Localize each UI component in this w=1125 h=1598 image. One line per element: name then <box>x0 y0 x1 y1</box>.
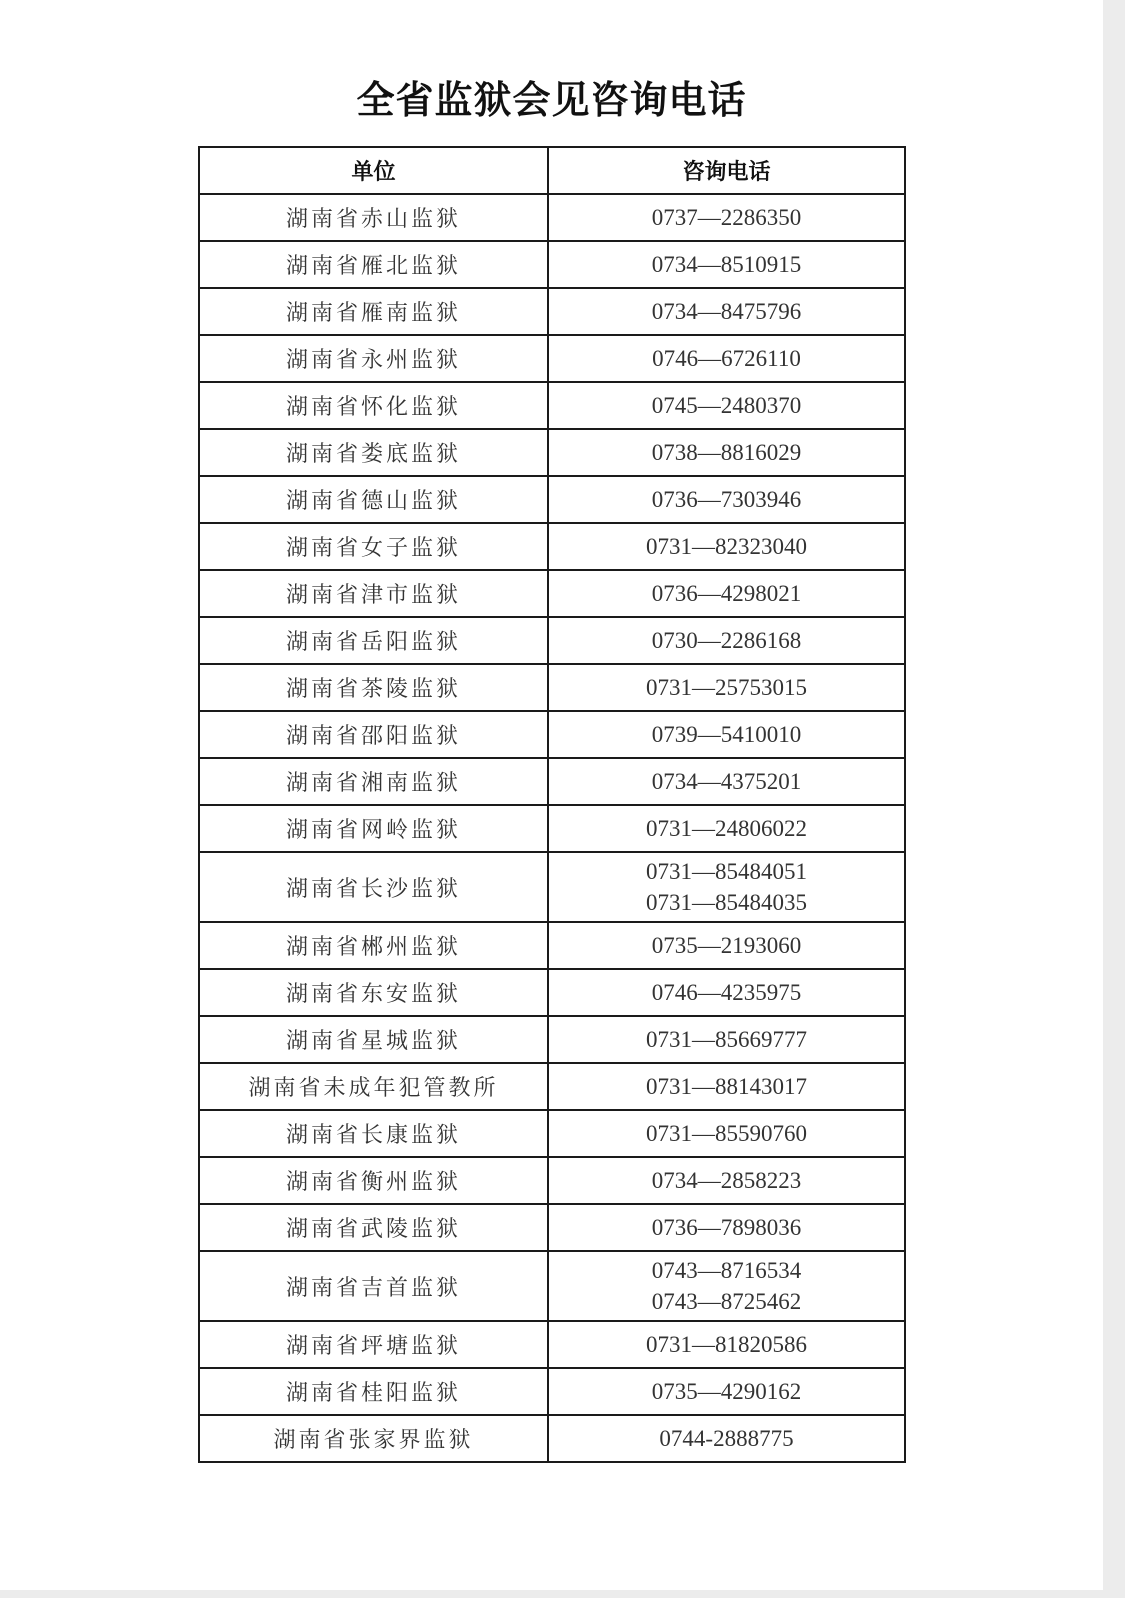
phone-cell <box>548 1157 905 1204</box>
unit-cell: 湖南省德山监狱 <box>199 476 548 523</box>
phone-number: 0735—4290162 <box>651 1379 802 1404</box>
table-row <box>199 1415 905 1462</box>
unit-cell: 湖南省长康监狱 <box>199 1110 548 1157</box>
phone-number: 0731—24806022 <box>646 816 807 841</box>
document-title: 全省监狱会见咨询电话 <box>356 78 747 122</box>
table-row <box>199 1204 905 1251</box>
phone-number: 0736—4298021 <box>651 581 802 606</box>
unit-cell: 湖南省吉首监狱 <box>199 1251 548 1321</box>
unit-cell: 湖南省娄底监狱 <box>199 429 548 476</box>
phone-number: 0734—8475796 <box>651 299 802 324</box>
phone-number: 0736—7303946 <box>651 487 802 512</box>
table-row <box>199 969 905 1016</box>
unit-cell: 湖南省雁北监狱 <box>199 241 548 288</box>
phone-number: 0731—81820586 <box>646 1332 807 1357</box>
table-row <box>199 288 905 335</box>
phone-number: 0737—2286350 <box>651 205 802 230</box>
table-row <box>199 852 905 922</box>
table-row <box>199 382 905 429</box>
table-row <box>199 241 905 288</box>
unit-cell: 湖南省雁南监狱 <box>199 288 548 335</box>
table-row <box>199 194 905 241</box>
header-phone: 咨询电话 <box>548 147 905 194</box>
phone-number: 0731—85484035 <box>646 890 807 915</box>
phone-number: 0746—6726110 <box>652 346 801 371</box>
phone-cell <box>548 852 905 922</box>
phone-cell <box>548 1415 905 1462</box>
phone-cell <box>548 1110 905 1157</box>
unit-cell: 湖南省茶陵监狱 <box>199 664 548 711</box>
phone-number: 0731—85590760 <box>646 1121 807 1146</box>
table-row <box>199 476 905 523</box>
unit-cell: 湖南省湘南监狱 <box>199 758 548 805</box>
phone-number: 0734—2858223 <box>651 1168 802 1193</box>
unit-cell: 湖南省星城监狱 <box>199 1016 548 1063</box>
phone-number: 0734—4375201 <box>651 769 802 794</box>
table-row <box>199 1110 905 1157</box>
phone-number: 0746—4235975 <box>651 980 802 1005</box>
phone-cell <box>548 711 905 758</box>
table-row <box>199 805 905 852</box>
phone-number: 0734—8510915 <box>651 252 802 277</box>
phone-cell <box>548 1204 905 1251</box>
phone-number: 0736—7898036 <box>651 1215 802 1240</box>
phone-cell <box>548 335 905 382</box>
phone-number: 0739—5410010 <box>651 722 802 747</box>
phone-number: 0731—88143017 <box>646 1074 807 1099</box>
phone-number: 0745—2480370 <box>651 393 802 418</box>
phone-cell <box>548 922 905 969</box>
phone-cell <box>548 664 905 711</box>
phone-cell <box>548 523 905 570</box>
unit-cell: 湖南省怀化监狱 <box>199 382 548 429</box>
unit-cell: 湖南省邵阳监狱 <box>199 711 548 758</box>
unit-cell: 湖南省永州监狱 <box>199 335 548 382</box>
phone-cell <box>548 805 905 852</box>
table-row <box>199 1321 905 1368</box>
table-body <box>199 194 905 1462</box>
table-row <box>199 335 905 382</box>
unit-cell: 湖南省网岭监狱 <box>199 805 548 852</box>
phone-cell <box>548 1251 905 1321</box>
phone-number: 0735—2193060 <box>651 933 802 958</box>
phone-number: 0731—85669777 <box>646 1027 807 1052</box>
unit-cell: 湖南省女子监狱 <box>199 523 548 570</box>
unit-cell: 湖南省桂阳监狱 <box>199 1368 548 1415</box>
phone-number: 0730—2286168 <box>651 628 802 653</box>
phone-number: 0743—8725462 <box>651 1289 802 1314</box>
phone-number: 0738—8816029 <box>651 440 802 465</box>
phone-cell <box>548 288 905 335</box>
phone-cell <box>548 570 905 617</box>
header-unit: 单位 <box>199 147 548 194</box>
phone-cell <box>548 1368 905 1415</box>
phone-cell <box>548 429 905 476</box>
table-row <box>199 758 905 805</box>
unit-cell: 湖南省长沙监狱 <box>199 852 548 922</box>
unit-cell: 湖南省坪塘监狱 <box>199 1321 548 1368</box>
table-row <box>199 429 905 476</box>
unit-cell: 湖南省赤山监狱 <box>199 194 548 241</box>
phone-cell <box>548 758 905 805</box>
phone-number: 0731—85484051 <box>646 859 807 884</box>
phone-cell <box>548 476 905 523</box>
phone-number: 0743—8716534 <box>651 1258 802 1283</box>
phone-cell <box>548 382 905 429</box>
table-row <box>199 1016 905 1063</box>
unit-cell: 湖南省武陵监狱 <box>199 1204 548 1251</box>
unit-cell: 湖南省衡州监狱 <box>199 1157 548 1204</box>
table-row <box>199 1251 905 1321</box>
prison-phone-table <box>198 146 906 1463</box>
unit-cell: 湖南省郴州监狱 <box>199 922 548 969</box>
phone-number: 0744-2888775 <box>659 1426 794 1451</box>
phone-cell <box>548 969 905 1016</box>
phone-cell <box>548 617 905 664</box>
table-row <box>199 1368 905 1415</box>
table-row <box>199 711 905 758</box>
table-row <box>199 570 905 617</box>
table-row <box>199 523 905 570</box>
unit-cell: 湖南省东安监狱 <box>199 969 548 1016</box>
phone-cell <box>548 1016 905 1063</box>
table-row <box>199 617 905 664</box>
phone-cell <box>548 194 905 241</box>
table-row <box>199 1157 905 1204</box>
table-header-row <box>199 147 905 194</box>
phone-number: 0731—82323040 <box>646 534 807 559</box>
unit-cell: 湖南省岳阳监狱 <box>199 617 548 664</box>
phone-cell <box>548 241 905 288</box>
unit-cell: 湖南省未成年犯管教所 <box>199 1063 548 1110</box>
phone-cell <box>548 1063 905 1110</box>
unit-cell: 湖南省张家界监狱 <box>199 1415 548 1462</box>
phone-cell <box>548 1321 905 1368</box>
phone-number: 0731—25753015 <box>646 675 807 700</box>
table-row <box>199 1063 905 1110</box>
unit-cell: 湖南省津市监狱 <box>199 570 548 617</box>
table-row <box>199 664 905 711</box>
table-row <box>199 922 905 969</box>
